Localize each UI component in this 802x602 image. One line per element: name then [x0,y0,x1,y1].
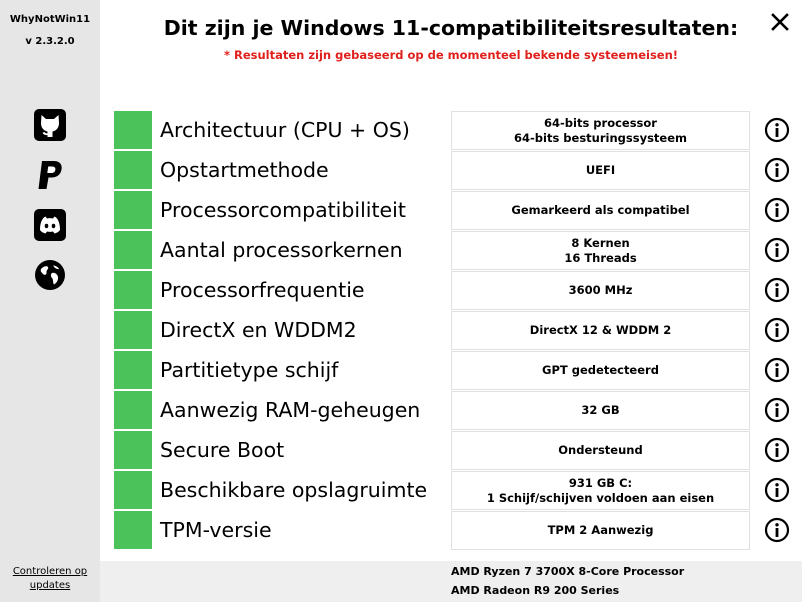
check-result [451,311,750,350]
result-line: 64-bits processor [544,115,657,130]
discord-icon[interactable] [33,208,67,242]
check-result [451,511,750,550]
result-line: TPM 2 Aanwezig [547,523,654,537]
github-icon[interactable] [33,108,67,142]
info-icon [764,277,790,303]
app-version: v 2.3.2.0 [25,36,75,47]
check-label: TPM-versie [160,518,272,542]
result-line: 32 GB [581,403,620,417]
close-icon [768,10,792,34]
check-row [114,471,794,511]
check-row [114,191,794,231]
info-button[interactable] [764,357,790,383]
result-line: 3600 MHz [568,283,633,297]
status-indicator [114,391,152,429]
check-label: Processorcompatibiliteit [160,198,406,222]
disclaimer-text: * Resultaten zijn gebaseerd op de momenteel bekende systeemeisen! [223,48,679,62]
check-row [114,151,794,191]
info-button[interactable] [764,157,790,183]
check-result [451,391,750,430]
info-button[interactable] [764,397,790,423]
check-row [114,431,794,471]
check-row [114,231,794,271]
check-result [451,271,750,310]
info-button[interactable] [764,517,790,543]
sidebar [0,0,100,602]
info-icon [764,397,790,423]
info-icon [764,357,790,383]
result-line: 64-bits besturingssysteem [514,130,687,145]
check-label: Partitietype schijf [160,358,339,382]
status-indicator [114,351,152,389]
close-button[interactable] [768,10,792,34]
info-button[interactable] [764,237,790,263]
result-line: DirectX 12 & WDDM 2 [529,323,672,337]
status-indicator [114,271,152,309]
check-result [451,351,750,390]
result-line: GPT gedetecteerd [542,363,659,377]
status-indicator [114,151,152,189]
check-row [114,111,794,151]
app-name: WhyNotWin11 [9,14,91,25]
status-indicator [114,231,152,269]
check-row [114,351,794,391]
result-line: Ondersteund [558,443,643,457]
cpu-name: AMD Ryzen 7 3700X 8-Core Processor [451,565,685,578]
check-result [451,151,750,190]
check-row [114,311,794,351]
check-updates-link[interactable]: Controleren op updates [12,566,88,591]
info-icon [764,477,790,503]
hardware-footer [100,561,802,602]
info-icon [764,517,790,543]
check-result [451,431,750,470]
info-button[interactable] [764,437,790,463]
result-line: 1 Schijf/schijven voldoen aan eisen [486,490,715,505]
check-row [114,511,794,551]
info-button[interactable] [764,277,790,303]
check-label: Aantal processorkernen [160,238,403,262]
info-icon [764,237,790,263]
info-icon [764,157,790,183]
info-icon [764,317,790,343]
result-line: 16 Threads [564,250,637,265]
status-indicator [114,311,152,349]
info-button[interactable] [764,197,790,223]
check-label: Opstartmethode [160,158,329,182]
info-button[interactable] [764,117,790,143]
check-label: Architectuur (CPU + OS) [160,118,410,142]
status-indicator [114,111,152,149]
info-icon [764,437,790,463]
check-label: DirectX en WDDM2 [160,318,357,342]
check-result [451,111,750,150]
info-button[interactable] [764,477,790,503]
check-result [451,231,750,270]
result-line: 931 GB C: [568,475,633,490]
check-result [451,471,750,510]
status-indicator [114,511,152,549]
globe-icon[interactable] [33,258,67,292]
check-result [451,191,750,230]
info-icon [764,117,790,143]
paypal-icon[interactable] [33,158,67,192]
check-label: Beschikbare opslagruimte [160,478,428,502]
page-title: Dit zijn je Windows 11-compatibiliteitsresultaten: [163,16,739,40]
result-line: Gemarkeerd als compatibel [511,203,690,217]
status-indicator [114,431,152,469]
gpu-name: AMD Radeon R9 200 Series [451,584,620,597]
check-label: Secure Boot [160,438,285,462]
status-indicator [114,191,152,229]
info-button[interactable] [764,317,790,343]
check-row [114,391,794,431]
check-row [114,271,794,311]
check-label: Aanwezig RAM-geheugen [160,398,421,422]
info-icon [764,197,790,223]
result-line: 8 Kernen [571,235,630,250]
check-label: Processorfrequentie [160,278,365,302]
status-indicator [114,471,152,509]
result-line: UEFI [585,163,616,177]
